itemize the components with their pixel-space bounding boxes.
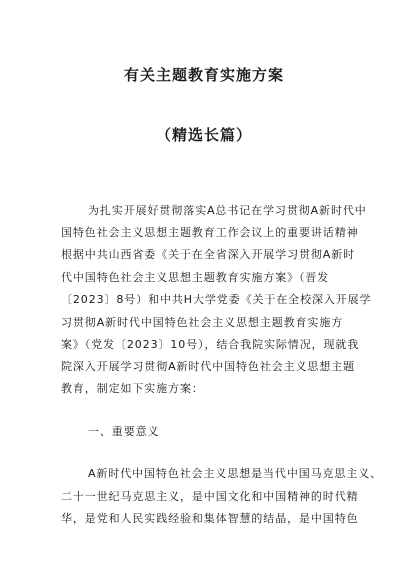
paragraph-line: 习贯彻A新时代中国特色社会主义思想主题教育实施方 <box>61 316 344 329</box>
document-title: 有关主题教育实施方案 <box>123 66 284 84</box>
paragraph-line: 教育，制定如下实施方案： <box>61 382 204 395</box>
paragraph-line: 根据中共山西省委《关于在全省深入开展学习贯彻A新时 <box>61 248 356 261</box>
paragraph-line: 为扎实开展好贯彻落实A总书记在学习贯彻A新时代中 <box>88 204 367 217</box>
paragraph-line: 案》（党发〔2023〕10号），结合我院实际情况，现就我 <box>61 338 360 351</box>
paragraph-line: A新时代中国特色社会主义思想是当代中国马克思主义、 <box>88 467 383 480</box>
paragraph-line: 院深入开展学习贯彻A新时代中国特色社会主义思想主题 <box>61 360 356 373</box>
paragraph-line: 华，是党和人民实践经验和集体智慧的结晶，是中国特色 <box>61 512 359 525</box>
document-subtitle: （精选长篇） <box>155 126 252 144</box>
paragraph-line: 国特色社会主义思想主题教育工作会议上的重要讲话精神 <box>61 226 359 239</box>
paragraph-line: 〔2023〕8号）和中共H大学党委《关于在全校深入开展学 <box>61 293 372 306</box>
paragraph-line: 二十一世纪马克思主义，是中国文化和中国精神的时代精 <box>61 490 359 503</box>
paragraph-line: 代中国特色社会主义思想主题教育实施方案》（晋发 <box>61 271 330 284</box>
section-heading: 一、重要意义 <box>88 425 160 438</box>
